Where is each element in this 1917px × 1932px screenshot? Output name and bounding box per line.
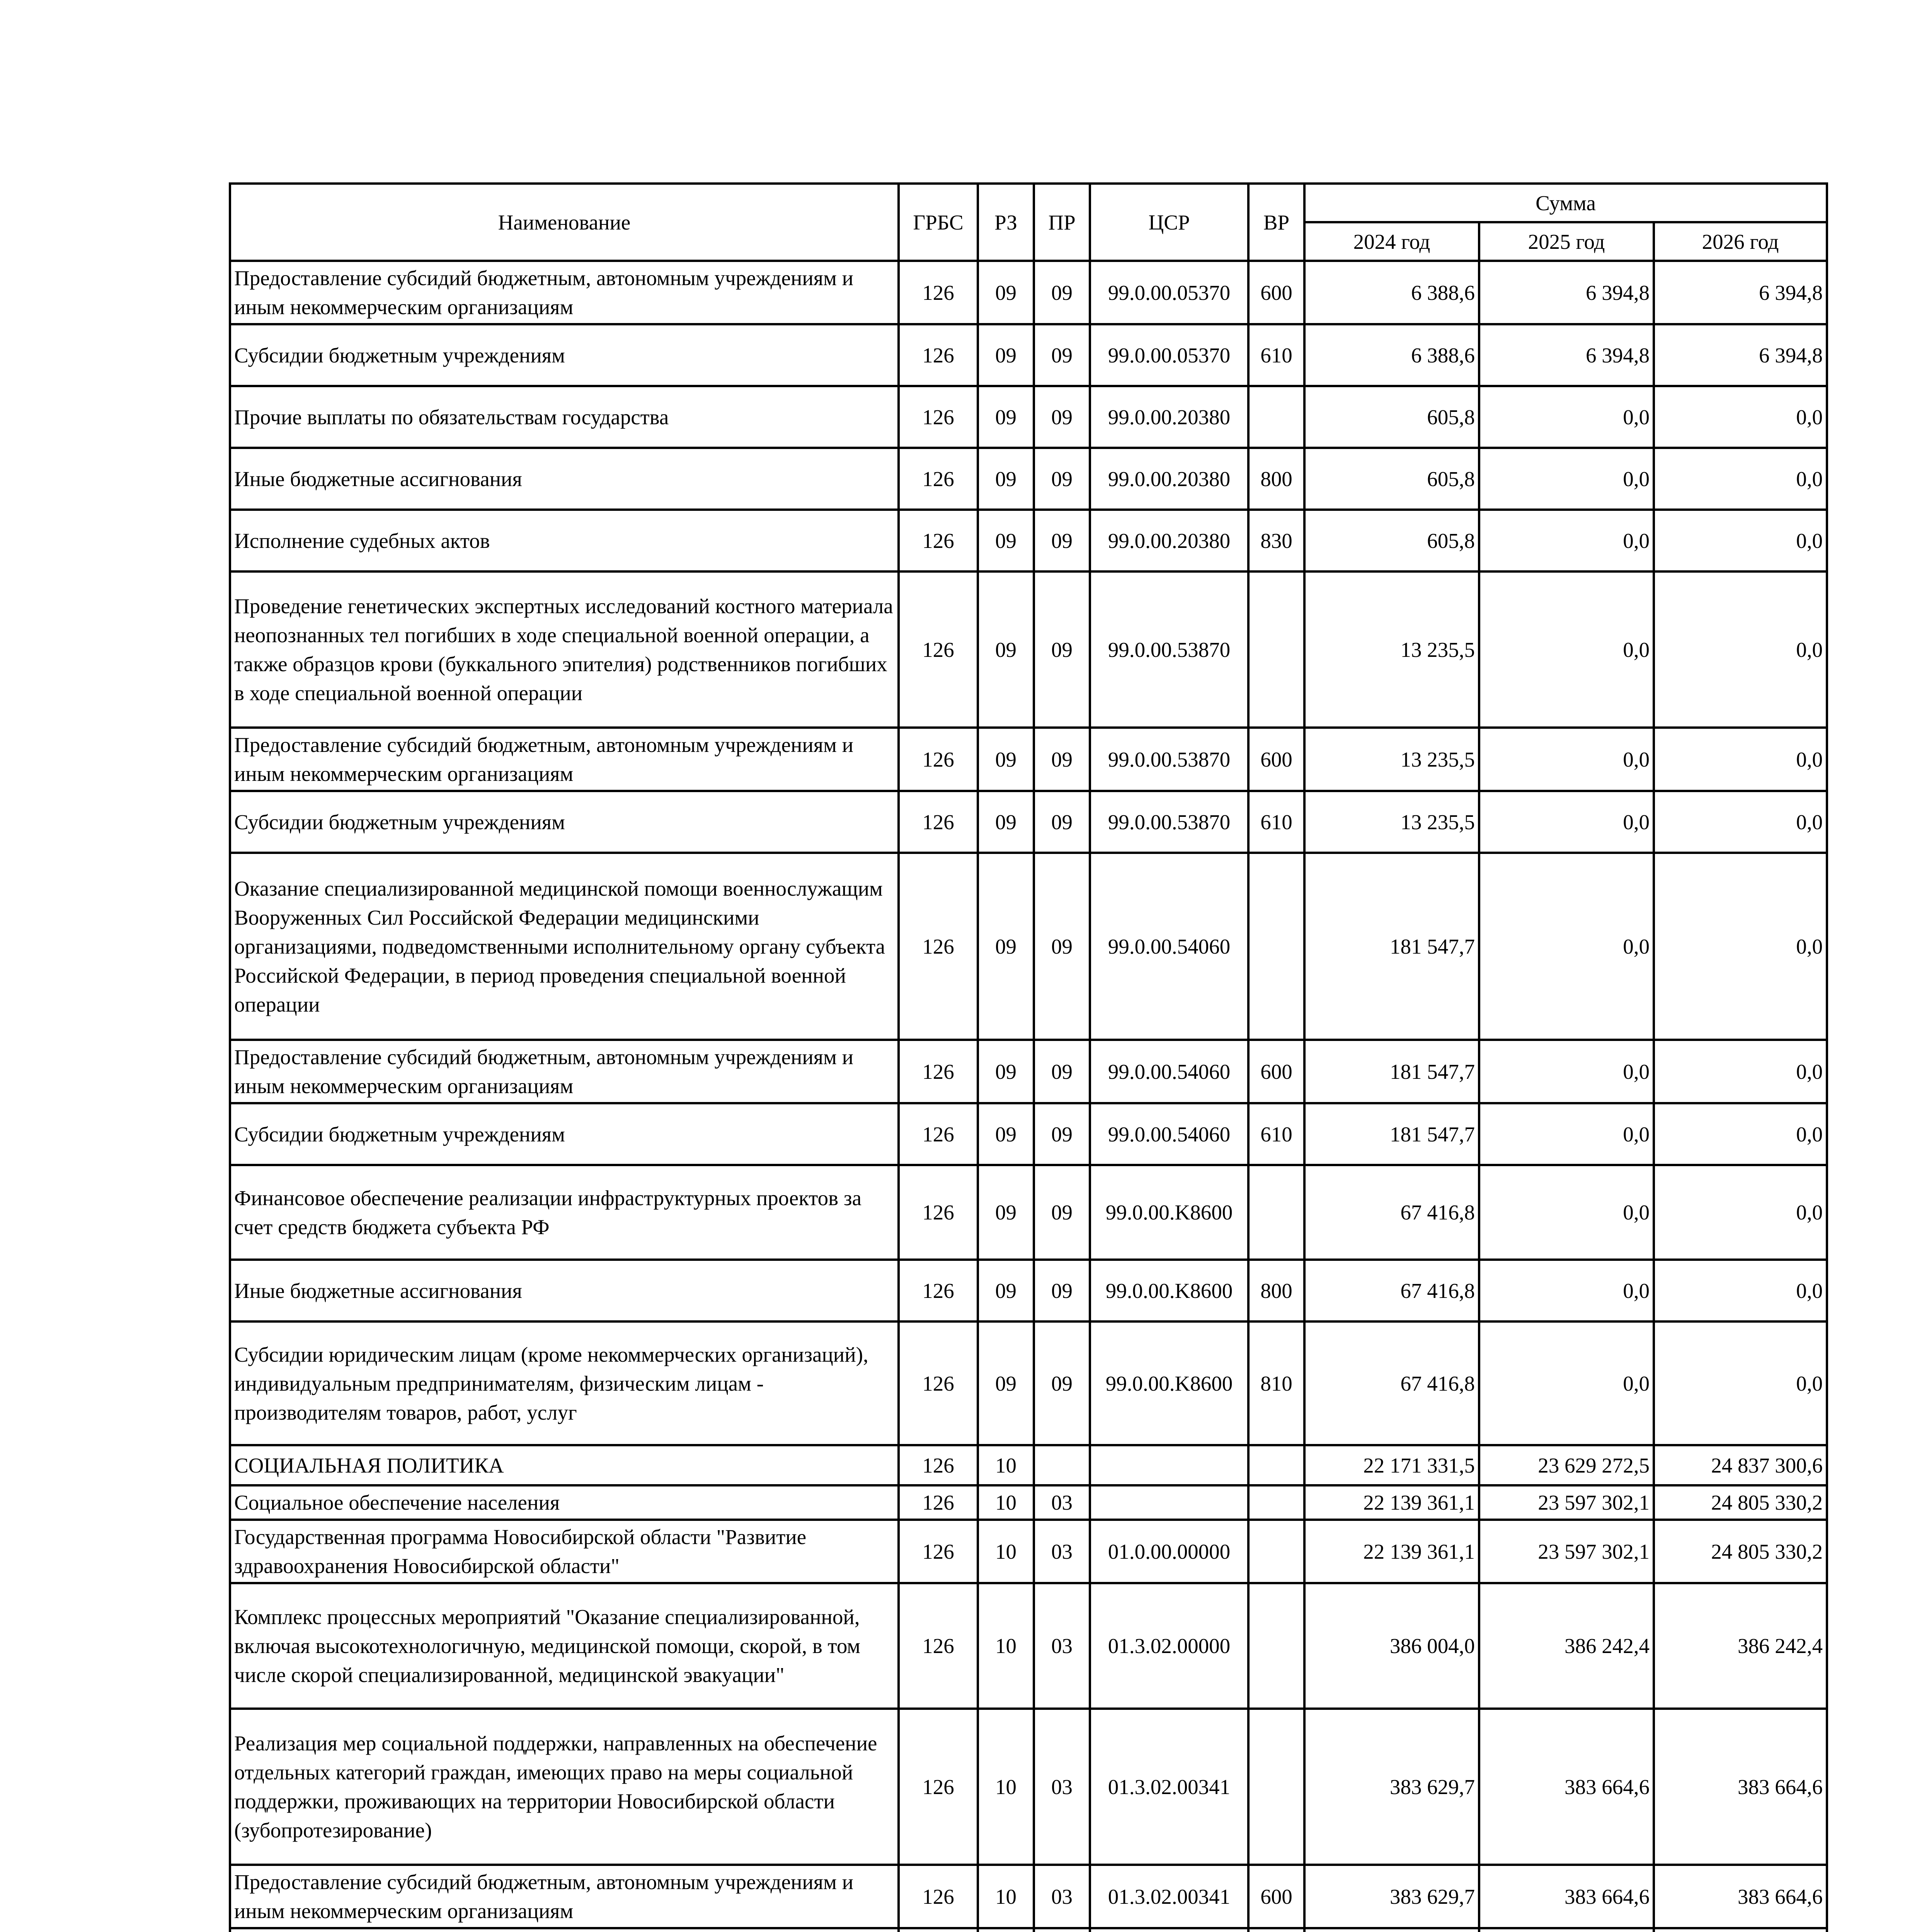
cell-sum-2025: 23 629 272,5 — [1479, 1445, 1654, 1485]
cell-grbs: 126 — [899, 1445, 978, 1485]
cell-rz: 09 — [978, 510, 1034, 571]
cell-csr: 01.0.00.00000 — [1090, 1520, 1248, 1583]
cell-grbs: 126 — [899, 1321, 978, 1445]
cell-name: Предоставление субсидий бюджетным, автономным учреждениям и иным некоммерческим организациям — [230, 728, 899, 791]
cell-vr: 810 — [1248, 1321, 1304, 1445]
cell-grbs: 126 — [899, 448, 978, 510]
cell-sum-2024: 383 629,7 — [1304, 1865, 1479, 1928]
cell-name: Иные бюджетные ассигнования — [230, 448, 899, 510]
cell-sum-2026: 6 394,8 — [1654, 324, 1827, 386]
cell-sum-2024: 22 139 361,1 — [1304, 1520, 1479, 1583]
cell-pr — [1034, 1928, 1090, 1932]
cell-rz: 09 — [978, 1165, 1034, 1260]
cell-sum-2025: 383 664,6 — [1479, 1709, 1654, 1865]
table-row — [230, 1321, 1827, 1445]
cell-sum-2026: 0,0 — [1654, 1260, 1827, 1321]
cell-vr: 800 — [1248, 448, 1304, 510]
table-row — [230, 1040, 1827, 1103]
cell-sum-2026: 0,0 — [1654, 510, 1827, 571]
cell-sum-2026: 0,0 — [1654, 1321, 1827, 1445]
table-row — [230, 1103, 1827, 1165]
cell-grbs: 126 — [899, 1165, 978, 1260]
cell-sum-2026: 24 837 300,6 — [1654, 1445, 1827, 1485]
cell-csr: 99.0.00.53870 — [1090, 791, 1248, 853]
cell-sum-2024: 13 235,5 — [1304, 571, 1479, 728]
cell-csr: 99.0.00.20380 — [1090, 448, 1248, 510]
cell-csr: 99.0.00.05370 — [1090, 324, 1248, 386]
cell-sum-2024: 383 629,7 — [1304, 1709, 1479, 1865]
cell-grbs: 126 — [899, 1520, 978, 1583]
cell-vr: 610 — [1248, 791, 1304, 853]
cell-name: Предоставление субсидий бюджетным, автономным учреждениям и иным некоммерческим организациям — [230, 261, 899, 324]
table-row — [230, 1485, 1827, 1520]
cell-pr: 09 — [1034, 448, 1090, 510]
table-row — [230, 1709, 1827, 1865]
cell-vr — [1248, 1520, 1304, 1583]
cell-rz: 09 — [978, 571, 1034, 728]
cell-vr: 800 — [1248, 1260, 1304, 1321]
table-row — [230, 324, 1827, 386]
cell-sum-2025: 0,0 — [1479, 386, 1654, 448]
cell-sum-2026: 6 394,8 — [1654, 261, 1827, 324]
cell-sum-2025: 23 597 302,1 — [1479, 1520, 1654, 1583]
cell-sum-2024: 181 547,7 — [1304, 853, 1479, 1040]
cell-name: Социальное обеспечение населения — [230, 1485, 899, 1520]
cell-csr: 99.0.00.K8600 — [1090, 1260, 1248, 1321]
table-row — [230, 261, 1827, 324]
cell-grbs: 126 — [899, 728, 978, 791]
cell-sum-2025: 0,0 — [1479, 853, 1654, 1040]
cell-csr — [1090, 1445, 1248, 1485]
cell-grbs: 126 — [899, 386, 978, 448]
cell-sum-2025: 0,0 — [1479, 1103, 1654, 1165]
cell-sum-2026: 0,0 — [1654, 386, 1827, 448]
cell-rz: 09 — [978, 1321, 1034, 1445]
header-sum: Сумма — [1304, 184, 1827, 222]
cell-vr: 610 — [1248, 1103, 1304, 1165]
cell-pr: 03 — [1034, 1583, 1090, 1709]
table-row — [230, 510, 1827, 571]
header-rz: РЗ — [978, 184, 1034, 261]
cell-sum-2024: 22 139 361,1 — [1304, 1485, 1479, 1520]
header-year-2025: 2025 год — [1479, 222, 1654, 261]
cell-sum-2024: 67 416,8 — [1304, 1321, 1479, 1445]
cell-name: Субсидии бюджетным учреждениям — [230, 791, 899, 853]
cell-sum-2025: 386 242,4 — [1479, 1583, 1654, 1709]
cell-name: Субсидии бюджетным учреждениям — [230, 1103, 899, 1165]
cell-pr: 09 — [1034, 853, 1090, 1040]
cell-vr: 600 — [1248, 728, 1304, 791]
cell-pr: 09 — [1034, 1260, 1090, 1321]
cell-name — [230, 1928, 899, 1932]
table-row — [230, 853, 1827, 1040]
cell-vr — [1248, 1928, 1304, 1932]
cell-rz: 10 — [978, 1445, 1034, 1485]
cell-csr: 99.0.00.20380 — [1090, 386, 1248, 448]
header-vr: ВР — [1248, 184, 1304, 261]
cell-rz: 09 — [978, 1103, 1034, 1165]
table-row — [230, 1520, 1827, 1583]
cell-sum-2026: 0,0 — [1654, 728, 1827, 791]
cell-csr: 99.0.00.54060 — [1090, 1103, 1248, 1165]
cell-vr: 830 — [1248, 510, 1304, 571]
cell-name: СОЦИАЛЬНАЯ ПОЛИТИКА — [230, 1445, 899, 1485]
cell-grbs: 126 — [899, 853, 978, 1040]
cell-vr: 600 — [1248, 1865, 1304, 1928]
cell-pr: 09 — [1034, 1040, 1090, 1103]
table-row — [230, 1260, 1827, 1321]
cell-vr — [1248, 853, 1304, 1040]
cell-rz: 09 — [978, 853, 1034, 1040]
table-row — [230, 728, 1827, 791]
cell-grbs: 126 — [899, 261, 978, 324]
cell-grbs — [899, 1928, 978, 1932]
cell-csr: 01.3.02.00341 — [1090, 1709, 1248, 1865]
cell-grbs: 126 — [899, 1040, 978, 1103]
cell-grbs: 126 — [899, 324, 978, 386]
cell-rz: 10 — [978, 1520, 1034, 1583]
cell-vr — [1248, 1709, 1304, 1865]
cell-grbs: 126 — [899, 1583, 978, 1709]
cell-csr: 99.0.00.05370 — [1090, 261, 1248, 324]
cell-sum-2024: 6 388,6 — [1304, 261, 1479, 324]
cell-csr: 99.0.00.53870 — [1090, 571, 1248, 728]
cell-sum-2024: 67 416,8 — [1304, 1165, 1479, 1260]
cell-rz: 09 — [978, 791, 1034, 853]
cell-sum-2026: 0,0 — [1654, 853, 1827, 1040]
cell-sum-2024: 605,8 — [1304, 510, 1479, 571]
cell-name: Комплекс процессных мероприятий "Оказание специализированной, включая высокотехнологичную, медицинской помощи, скорой, в том числе скорой специализированной, медицинской эвакуации" — [230, 1583, 899, 1709]
cell-grbs: 126 — [899, 1260, 978, 1321]
cell-pr — [1034, 1445, 1090, 1485]
cell-grbs: 126 — [899, 791, 978, 853]
cell-rz: 09 — [978, 324, 1034, 386]
cell-name: Исполнение судебных актов — [230, 510, 899, 571]
cell-pr: 09 — [1034, 1103, 1090, 1165]
table-row — [230, 1865, 1827, 1928]
header-year-2026: 2026 год — [1654, 222, 1827, 261]
cell-csr: 01.3.02.00000 — [1090, 1583, 1248, 1709]
cell-rz: 09 — [978, 728, 1034, 791]
cell-csr — [1090, 1928, 1248, 1932]
table-row — [230, 386, 1827, 448]
cell-vr — [1248, 1485, 1304, 1520]
cell-sum-2026: 0,0 — [1654, 448, 1827, 510]
cell-csr: 99.0.00.54060 — [1090, 853, 1248, 1040]
cell-sum-2024: 181 547,7 — [1304, 1040, 1479, 1103]
cell-rz: 09 — [978, 1040, 1034, 1103]
cell-rz: 10 — [978, 1709, 1034, 1865]
cell-sum-2025: 0,0 — [1479, 510, 1654, 571]
cell-grbs: 126 — [899, 571, 978, 728]
cell-pr: 09 — [1034, 1321, 1090, 1445]
cell-pr: 09 — [1034, 1165, 1090, 1260]
cell-pr: 03 — [1034, 1485, 1090, 1520]
cell-pr: 09 — [1034, 791, 1090, 853]
header-grbs: ГРБС — [899, 184, 978, 261]
cell-sum-2024: 22 171 331,5 — [1304, 1445, 1479, 1485]
cell-sum-2024: 13 235,5 — [1304, 728, 1479, 791]
cell-sum-2025: 6 394,8 — [1479, 324, 1654, 386]
cell-rz: 10 — [978, 1583, 1034, 1709]
cell-sum-2025: 0,0 — [1479, 1165, 1654, 1260]
cell-sum-2025: 0,0 — [1479, 571, 1654, 728]
cell-name: Субсидии бюджетным учреждениям — [230, 324, 899, 386]
cell-sum-2024: 67 416,8 — [1304, 1260, 1479, 1321]
cell-csr: 99.0.00.K8600 — [1090, 1321, 1248, 1445]
cell-rz — [978, 1928, 1034, 1932]
cell-name: Предоставление субсидий бюджетным, автономным учреждениям и иным некоммерческим организациям — [230, 1865, 899, 1928]
cell-sum-2024: 181 547,7 — [1304, 1103, 1479, 1165]
cell-sum-2026: 24 805 330,2 — [1654, 1520, 1827, 1583]
cell-csr: 99.0.00.53870 — [1090, 728, 1248, 791]
header-csr: ЦСР — [1090, 184, 1248, 261]
cell-csr: 99.0.00.54060 — [1090, 1040, 1248, 1103]
cell-name: Финансовое обеспечение реализации инфраструктурных проектов за счет средств бюджета субъекта РФ — [230, 1165, 899, 1260]
cell-sum-2026: 383 664,6 — [1654, 1709, 1827, 1865]
cell-name: Государственная программа Новосибирской области "Развитие здравоохранения Новосибирской области" — [230, 1520, 899, 1583]
cell-vr — [1248, 386, 1304, 448]
cell-rz: 09 — [978, 386, 1034, 448]
cell-sum-2025: 383 664,6 — [1479, 1865, 1654, 1928]
cell-sum-2025: 0,0 — [1479, 1321, 1654, 1445]
cell-name: Предоставление субсидий бюджетным, автономным учреждениям и иным некоммерческим организациям — [230, 1040, 899, 1103]
cell-csr: 01.3.02.00341 — [1090, 1865, 1248, 1928]
cell-rz: 10 — [978, 1865, 1034, 1928]
cell-name: Оказание специализированной медицинской помощи военнослужащим Вооруженных Сил Российской Федерации медицинскими организациями, подведомственными исполнительному органу субъекта Российской Федерации, в период проведения специальной военной операции — [230, 853, 899, 1040]
header-name: Наименование — [230, 184, 899, 261]
cell-pr: 03 — [1034, 1520, 1090, 1583]
cell-csr — [1090, 1485, 1248, 1520]
cell-rz: 10 — [978, 1485, 1034, 1520]
cell-sum-2024: 605,8 — [1304, 448, 1479, 510]
cell-sum-2026: 0,0 — [1654, 1103, 1827, 1165]
cell-sum-2024: 6 388,6 — [1304, 324, 1479, 386]
table-body — [230, 261, 1827, 1932]
cell-sum-2026 — [1654, 1928, 1827, 1932]
cell-sum-2026: 383 664,6 — [1654, 1865, 1827, 1928]
cell-grbs: 126 — [899, 1485, 978, 1520]
table-row — [230, 1928, 1827, 1932]
cell-sum-2025: 0,0 — [1479, 1260, 1654, 1321]
cell-pr: 03 — [1034, 1709, 1090, 1865]
cell-sum-2025: 23 597 302,1 — [1479, 1485, 1654, 1520]
cell-grbs: 126 — [899, 1865, 978, 1928]
cell-name: Проведение генетических экспертных исследований костного материала неопознанных тел погибших в ходе специальной военной операции, а также образцов крови (буккального эпителия) родственников погибших в ходе специальной военной операции — [230, 571, 899, 728]
cell-sum-2026: 0,0 — [1654, 1040, 1827, 1103]
cell-vr — [1248, 1165, 1304, 1260]
cell-sum-2025: 0,0 — [1479, 1040, 1654, 1103]
cell-name: Прочие выплаты по обязательствам государства — [230, 386, 899, 448]
cell-sum-2025: 0,0 — [1479, 448, 1654, 510]
table-row — [230, 1583, 1827, 1709]
header-year-2024: 2024 год — [1304, 222, 1479, 261]
cell-sum-2024: 386 004,0 — [1304, 1583, 1479, 1709]
cell-grbs: 126 — [899, 510, 978, 571]
cell-vr — [1248, 1445, 1304, 1485]
table-row — [230, 1165, 1827, 1260]
cell-sum-2025 — [1479, 1928, 1654, 1932]
cell-vr: 610 — [1248, 324, 1304, 386]
cell-vr: 600 — [1248, 261, 1304, 324]
cell-rz: 09 — [978, 261, 1034, 324]
table-row — [230, 448, 1827, 510]
table-row — [230, 791, 1827, 853]
cell-pr: 09 — [1034, 324, 1090, 386]
cell-sum-2026: 0,0 — [1654, 1165, 1827, 1260]
cell-sum-2025: 0,0 — [1479, 728, 1654, 791]
cell-vr: 600 — [1248, 1040, 1304, 1103]
cell-rz: 09 — [978, 448, 1034, 510]
cell-vr — [1248, 1583, 1304, 1709]
cell-pr: 09 — [1034, 728, 1090, 791]
table-row — [230, 1445, 1827, 1485]
budget-table — [229, 182, 1828, 1932]
cell-sum-2024 — [1304, 1928, 1479, 1932]
cell-sum-2026: 386 242,4 — [1654, 1583, 1827, 1709]
cell-pr: 09 — [1034, 386, 1090, 448]
cell-name: Субсидии юридическим лицам (кроме некоммерческих организаций), индивидуальным предпринимателям, физическим лицам - производителям товаров, работ, услуг — [230, 1321, 899, 1445]
header-pr: ПР — [1034, 184, 1090, 261]
cell-rz: 09 — [978, 1260, 1034, 1321]
cell-grbs: 126 — [899, 1103, 978, 1165]
cell-pr: 09 — [1034, 571, 1090, 728]
table-row — [230, 571, 1827, 728]
cell-pr: 09 — [1034, 510, 1090, 571]
cell-csr: 99.0.00.K8600 — [1090, 1165, 1248, 1260]
cell-sum-2026: 24 805 330,2 — [1654, 1485, 1827, 1520]
cell-pr: 09 — [1034, 261, 1090, 324]
cell-pr: 03 — [1034, 1865, 1090, 1928]
cell-vr — [1248, 571, 1304, 728]
cell-csr: 99.0.00.20380 — [1090, 510, 1248, 571]
cell-sum-2024: 13 235,5 — [1304, 791, 1479, 853]
cell-sum-2026: 0,0 — [1654, 791, 1827, 853]
cell-sum-2025: 6 394,8 — [1479, 261, 1654, 324]
cell-name: Иные бюджетные ассигнования — [230, 1260, 899, 1321]
cell-sum-2024: 605,8 — [1304, 386, 1479, 448]
cell-grbs: 126 — [899, 1709, 978, 1865]
cell-name: Реализация мер социальной поддержки, направленных на обеспечение отдельных категорий граждан, имеющих право на меры социальной поддержки, проживающих на территории Новосибирской области (зубопротезирование) — [230, 1709, 899, 1865]
cell-sum-2026: 0,0 — [1654, 571, 1827, 728]
cell-sum-2025: 0,0 — [1479, 791, 1654, 853]
